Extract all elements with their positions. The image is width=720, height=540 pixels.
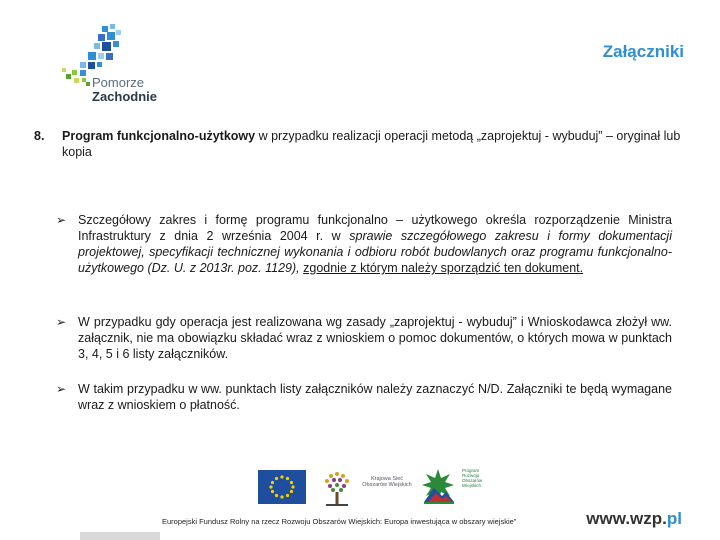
bullet-text: W przypadku gdy operacja jest realizowana wg zasady „zaprojektuj - wybuduj” i Wnioskodawca złożył ww. załącznik, nie ma obowiązku składać wraz z wnioskiem o pomoc dokumentów, o których mowa w punktach 3, 4, 5 i 6 listy załączników. — [78, 315, 672, 361]
leader-network-text: Krajowa Sieć Obszarów Wiejskich — [362, 476, 412, 488]
program-text: Program Rozwoju Obszarów Wiejskich — [462, 468, 483, 488]
prow-logo-icon — [416, 466, 460, 510]
eu-flag-icon — [258, 470, 306, 504]
url-main: www.wzp. — [586, 509, 667, 528]
section-rest-text: w przypadku realizacji operacji metodą „zaprojektuj - wybuduj” – oryginał lub kopia — [62, 129, 681, 159]
bullet-text: W takim przypadku w ww. punktach listy załączników należy zaznaczyć N/D. Załączniki te będą wymagane wraz z wnioskiem o płatność. — [78, 382, 672, 412]
logo-text — [92, 76, 157, 104]
bullet-item — [56, 314, 672, 362]
leader-tree-icon — [316, 466, 358, 510]
section-8 — [34, 128, 684, 160]
footer-caption: Europejski Fundusz Rolny na rzecz Rozwoju Obszarów Wiejskich: Europa inwestująca w obszary wiejskie” — [162, 517, 517, 526]
arrow-bullet-icon: ➢ — [56, 213, 67, 227]
section-text — [62, 128, 684, 160]
bullet-text — [78, 212, 672, 276]
arrow-bullet-icon: ➢ — [56, 315, 67, 329]
footer-logos — [258, 466, 483, 512]
section-number: 8. — [34, 129, 45, 143]
bullet-item — [56, 381, 672, 413]
page-title: Załączniki — [602, 42, 684, 61]
logo-line2: Zachodnie — [92, 89, 158, 104]
logo-line1: Pomorze — [92, 75, 145, 90]
bullet-item — [56, 212, 672, 276]
section-bold-text: Program funkcjonalno-użytkowy — [62, 129, 256, 143]
arrow-bullet-icon: ➢ — [56, 382, 67, 396]
website-url[interactable] — [586, 509, 682, 529]
bullet-text-underlined: zgodnie z którym należy sporządzić ten dokument. — [303, 261, 584, 275]
bullet-text-italic: sprawie szczegółowego zakresu i formy dokumentacji projektowej, specyfikacji technicznej wykonania i odbioru robót budowlanych oraz programu funkcjonalno-użytkowego (Dz. U. z 2013r. poz. 1129), — [78, 229, 672, 275]
bottom-bar — [80, 532, 160, 540]
bullet-text-part: Szczegółowy zakres i formę programu funkcjonalno – użytkowego określa rozporządzenie Ministra Infrastruktury z dnia 2 września 2004 r. w — [78, 213, 672, 243]
url-tld: pl — [666, 509, 682, 528]
